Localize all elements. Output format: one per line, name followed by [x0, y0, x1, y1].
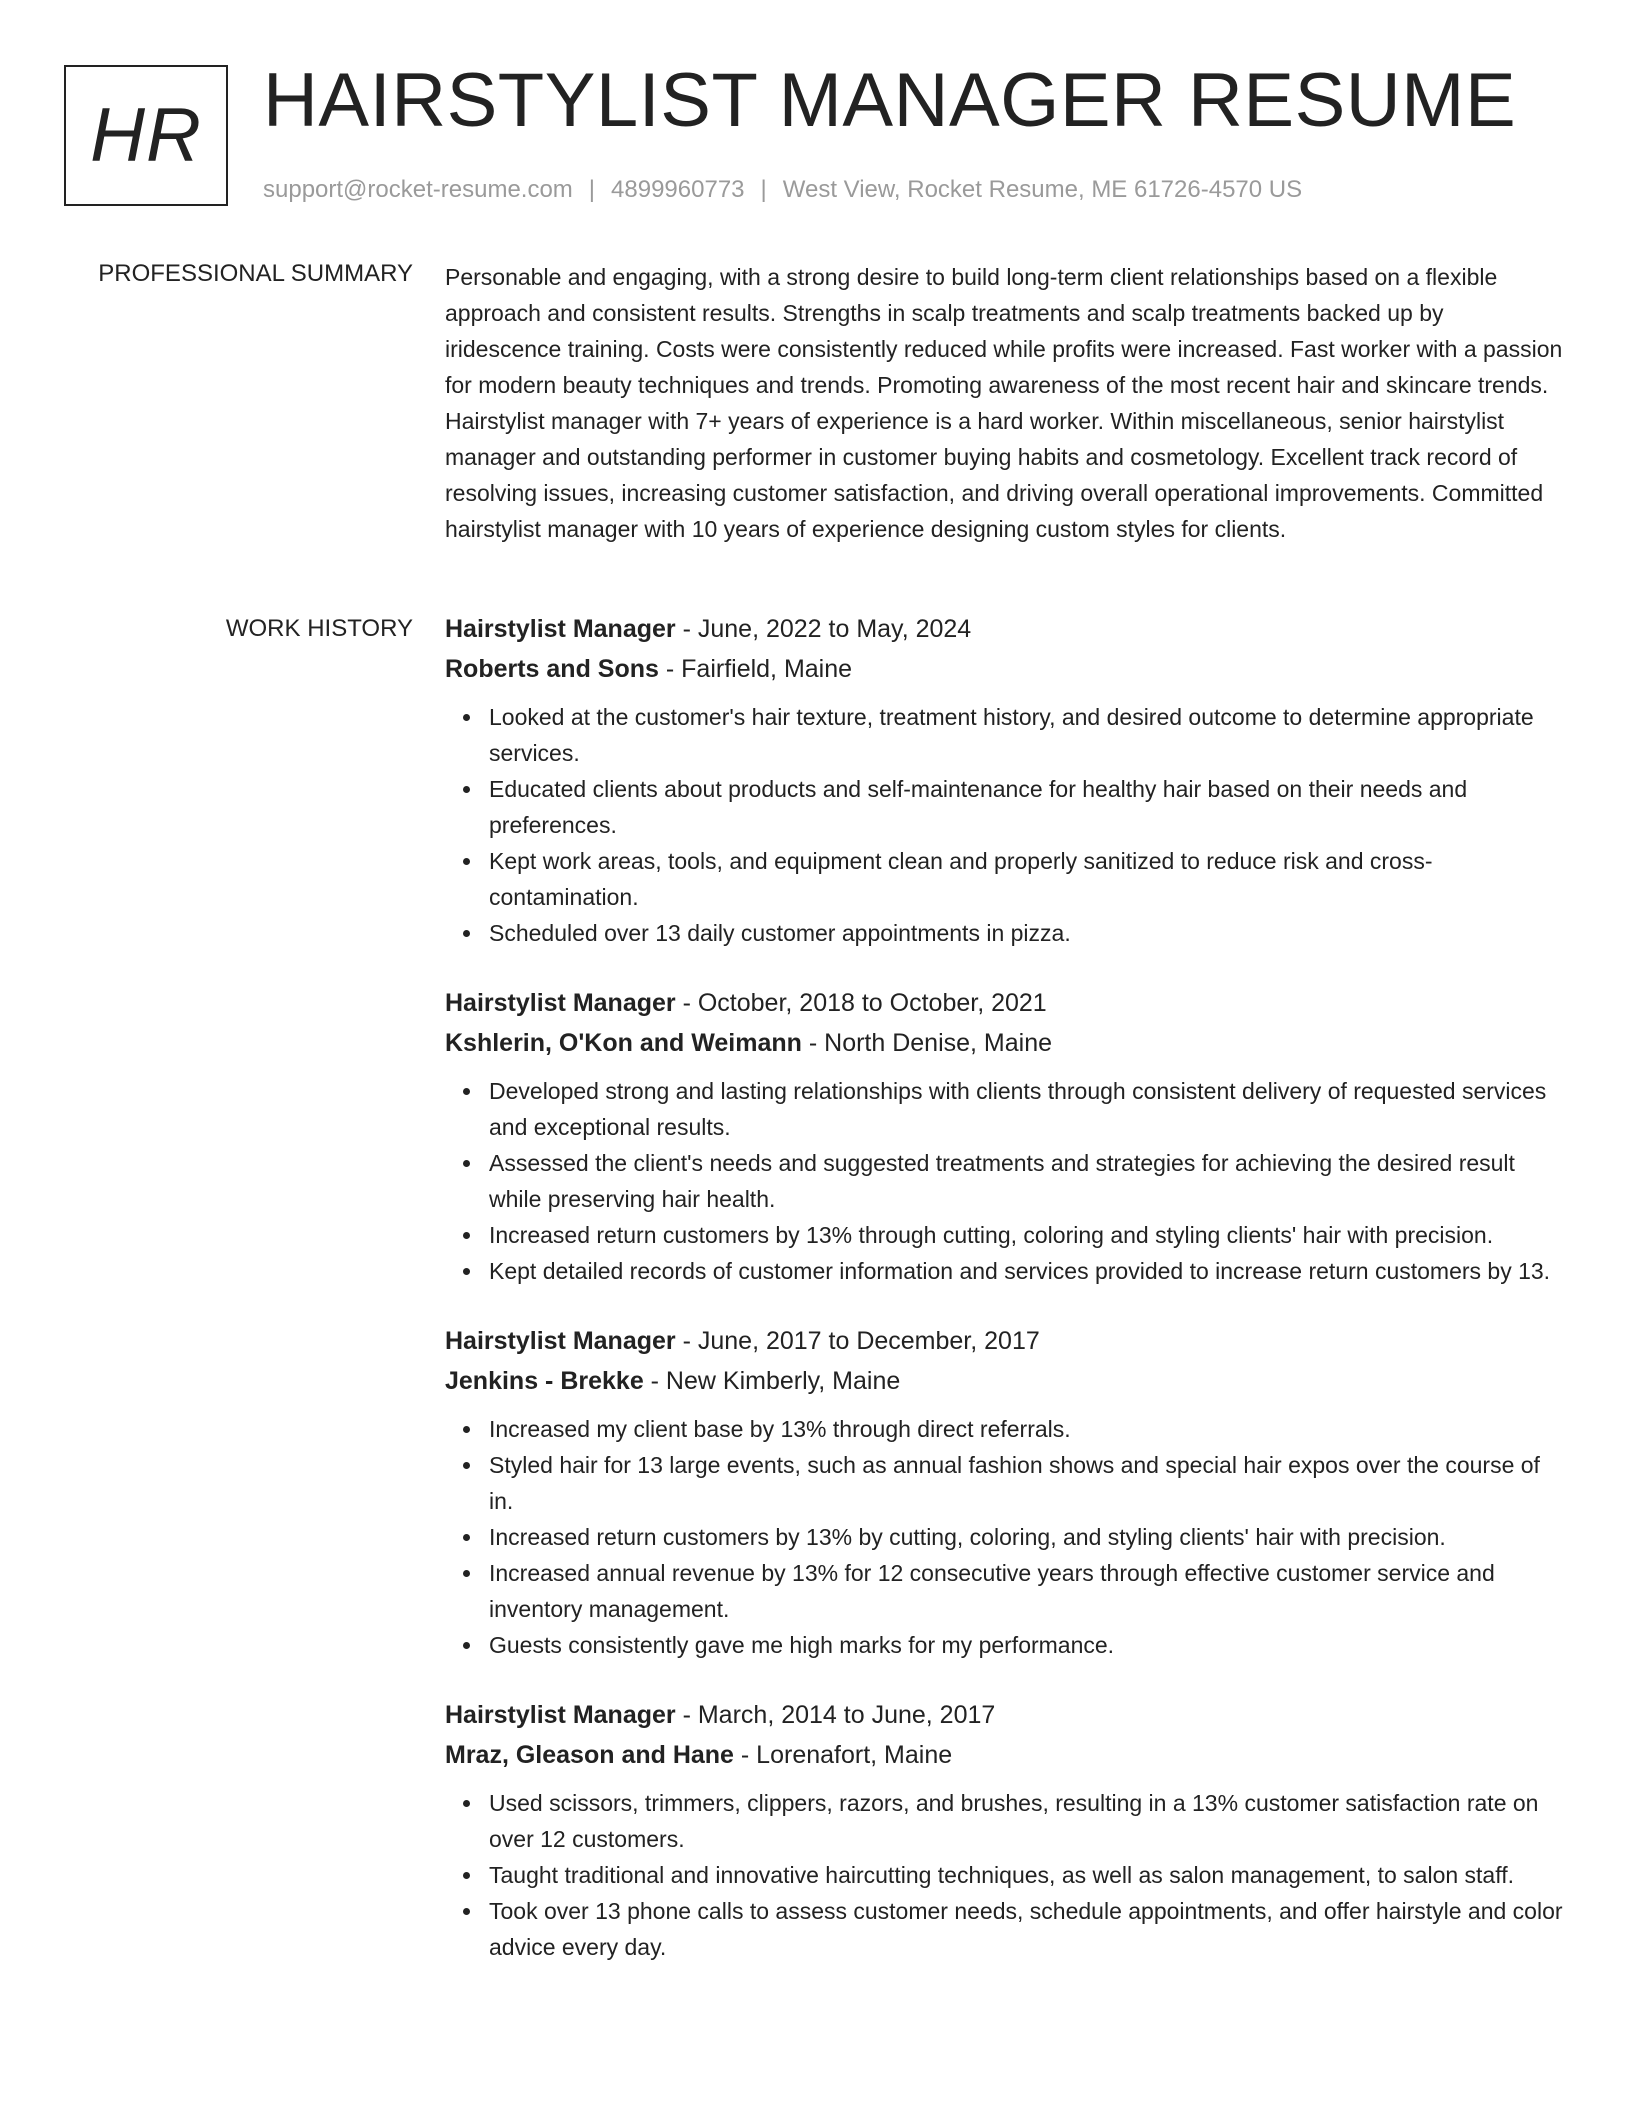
job-bullet: Guests consistently gave me high marks for my performance.: [489, 1627, 1565, 1663]
job-dates: - June, 2022 to May, 2024: [675, 615, 972, 643]
work-history-body: [445, 609, 1565, 1997]
job-bullet: Kept work areas, tools, and equipment clean and properly sanitized to reduce risk and cross-contamination.: [489, 843, 1565, 915]
job-dates: - June, 2017 to December, 2017: [675, 1327, 1040, 1355]
job-company: Mraz, Gleason and Hane: [445, 1741, 734, 1769]
job-title-line: [445, 1321, 1565, 1361]
job-entry: [445, 983, 1565, 1289]
contact-email: support@rocket-resume.com: [263, 176, 573, 203]
monogram-logo: HR: [64, 65, 228, 206]
section-label-work-history: WORK HISTORY: [225, 615, 413, 642]
job-location: - Fairfield, Maine: [658, 655, 853, 683]
job-company-line: [445, 1023, 1565, 1063]
job-title-line: [445, 1695, 1565, 1735]
job-title-line: [445, 983, 1565, 1023]
job-location: - North Denise, Maine: [801, 1029, 1053, 1057]
job-location: - New Kimberly, Maine: [643, 1367, 901, 1395]
job-entry: [445, 609, 1565, 951]
summary-body: [445, 259, 1565, 547]
job-title: Hairstylist Manager: [445, 1327, 676, 1355]
job-entry: [445, 1321, 1565, 1663]
job-bullets: [445, 1411, 1565, 1663]
job-bullet: Styled hair for 13 large events, such as annual fashion shows and special hair expos over the course of in.: [489, 1447, 1565, 1519]
contact-phone: 4899960773: [611, 176, 745, 203]
job-bullet: Increased my client base by 13% through direct referrals.: [489, 1411, 1565, 1447]
job-bullet: Increased annual revenue by 13% for 12 consecutive years through effective customer service and inventory management.: [489, 1555, 1565, 1627]
job-bullet: Scheduled over 13 daily customer appointments in pizza.: [489, 915, 1565, 951]
job-bullet: Looked at the customer's hair texture, treatment history, and desired outcome to determine appropriate services.: [489, 699, 1565, 771]
summary-text: Personable and engaging, with a strong desire to build long-term client relationships based on a flexible approach and consistent results. Strengths in scalp treatments and scalp treatments backed up by iridescence training. Costs were consistently reduced while profits were increased. Fast worker with a passion for modern beauty techniques and trends. Promoting awareness of the most recent hair and skincare trends. Hairstylist manager with 7+ years of experience is a hard worker. Within miscellaneous, senior hairstylist manager and outstanding performer in customer buying habits and cosmetology. Excellent track record of resolving issues, increasing customer satisfaction, and driving overall operational improvements. Committed hairstylist manager with 10 years of experience designing custom styles for clients.: [445, 264, 1563, 542]
job-company-line: [445, 649, 1565, 689]
job-title-line: [445, 609, 1565, 649]
job-entry: [445, 1695, 1565, 1965]
contact-address: West View, Rocket Resume, ME 61726-4570 US: [782, 176, 1303, 203]
job-dates: - October, 2018 to October, 2021: [675, 989, 1047, 1017]
job-bullet: Taught traditional and innovative haircutting techniques, as well as salon management, to salon staff.: [489, 1857, 1565, 1893]
job-bullet: Kept detailed records of customer information and services provided to increase return customers by 13.: [489, 1253, 1565, 1289]
job-bullet: Increased return customers by 13% through cutting, coloring and styling clients' hair with precision.: [489, 1217, 1565, 1253]
section-label-summary: PROFESSIONAL SUMMARY: [98, 260, 413, 287]
job-title: Hairstylist Manager: [445, 989, 676, 1017]
job-company: Roberts and Sons: [445, 655, 659, 683]
job-title: Hairstylist Manager: [445, 1701, 676, 1729]
job-company-line: [445, 1735, 1565, 1775]
job-bullet: Educated clients about products and self-maintenance for healthy hair based on their needs and preferences.: [489, 771, 1565, 843]
job-location: - Lorenafort, Maine: [733, 1741, 953, 1769]
job-bullet: Took over 13 phone calls to assess customer needs, schedule appointments, and offer hairstyle and color advice every day.: [489, 1893, 1565, 1965]
job-title: Hairstylist Manager: [445, 615, 676, 643]
job-company: Jenkins - Brekke: [445, 1367, 644, 1395]
job-bullet: Used scissors, trimmers, clippers, razors, and brushes, resulting in a 13% customer satisfaction rate on over 12 customers.: [489, 1785, 1565, 1857]
job-bullets: [445, 1785, 1565, 1965]
job-bullets: [445, 699, 1565, 951]
contact-line: [263, 174, 1302, 206]
contact-separator: |: [760, 176, 767, 203]
job-bullet: Assessed the client's needs and suggested treatments and strategies for achieving the desired result while preserving hair health.: [489, 1145, 1565, 1217]
job-company: Kshlerin, O'Kon and Weimann: [445, 1029, 802, 1057]
resume-title: HAIRSTYLIST MANAGER RESUME: [263, 58, 1517, 143]
job-bullets: [445, 1073, 1565, 1289]
contact-separator: |: [588, 176, 596, 203]
job-dates: - March, 2014 to June, 2017: [675, 1701, 996, 1729]
job-bullet: Increased return customers by 13% by cutting, coloring, and styling clients' hair with precision.: [489, 1519, 1565, 1555]
job-bullet: Developed strong and lasting relationships with clients through consistent delivery of requested services and exceptional results.: [489, 1073, 1565, 1145]
job-company-line: [445, 1361, 1565, 1401]
